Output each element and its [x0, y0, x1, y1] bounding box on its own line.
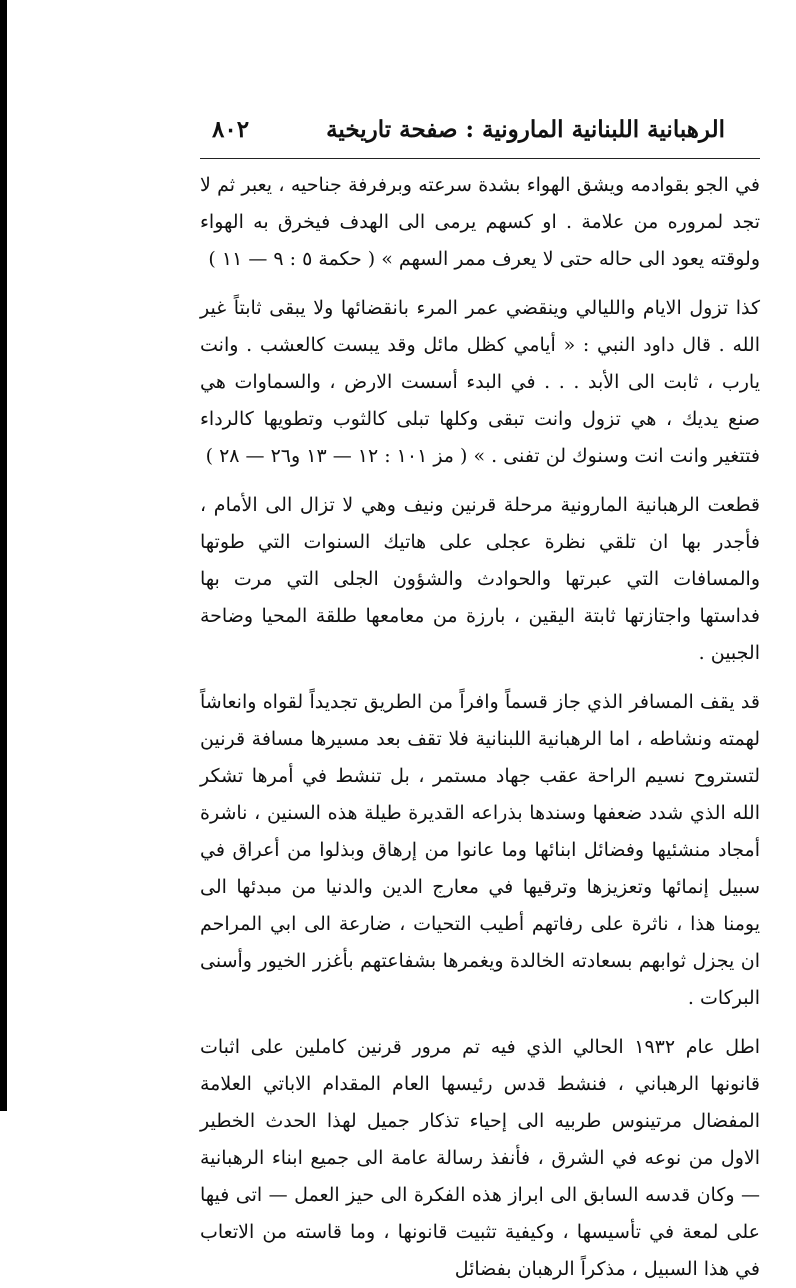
paragraph-text: اطل عام ١٩٣٢ الحالي الذي فيه تم مرور قرنين كاملين على اثبات قانونها الرهباني ، فنشط قدس رئيسها العام المقدام الاباتي العلامة المفضال مرتينوس طربيه الى إحياء تذكار جميل لهذا الحدث الخطير الاول من نوعه في الشرق ، فأنفذ رسالة عامة الى جميع ابناء الرهبانية — وكان قدسه السابق الى ابراز هذه الفكرة الى حيز العمل — اتى فيها على لمعة في تأسيسها ، وكيفية تثبيت قانونها ، وما قاسته من الاتعاب في هذا السبيل ، مذكراً الرهبان بفضائل: [200, 1036, 760, 1280]
paragraph-3: [200, 487, 760, 672]
page-number: ٨٠٢: [212, 116, 250, 143]
paragraph-text: قطعت الرهبانية المارونية مرحلة قرنين ونيف وهي لا تزال الى الأمام ، فأجدر بها ان تلقي نظرة عجلى على هاتيك السنوات التي طوتها والمسافات التي عبرتها والحوادث والشؤون الجلى التي مرت بها فداستها واجتازتها ثابتة اليقين ، بارزة من معامعها طلقة المحيا وضاحة الجبين .: [200, 494, 760, 664]
document-page: [200, 108, 760, 1280]
paragraph-text: كذا تزول الايام والليالي وينقضي عمر المرء بانقضائها ولا يبقى ثابتاً غير الله . قال داود النبي : « أيامي كظل مائل وقد يبست كالعشب . وانت يارب ، ثابت الى الأبد . . . في البدء أسست الارض ، والسماوات هي صنع يديك ، هي تزول وانت تبقى وكلها تبلى كالثوب وتطويها كالرداء فتتغير وانت انت وسنوك لن تفنى . » ( مز ١٠١ : ١٢ — ١٣ و٢٦ — ٢٨ ): [200, 297, 760, 467]
paragraph-5: [200, 1029, 760, 1288]
paragraph-2: [200, 290, 760, 475]
paragraph-text: قد يقف المسافر الذي جاز قسماً وافراً من الطريق تجديداً لقواه وانعاشاً لهمته ونشاطه ، اما الرهبانية اللبنانية فلا تقف بعد مسيرها مسافة قرنين لتستروح نسيم الراحة عقب جهاد مستمر ، بل تنشط في أمرها تشكر الله الذي شدد ضعفها وسندها بذراعه القديرة طيلة هذه السنين ، ناشرة أمجاد منشئيها وفضائل ابنائها وما عانوا من إرهاق وبذلوا من أعراق في سبيل إنمائها وتعزيزها وترقيها في معارج الدين والدنيا من مبدئها الى يومنا هذا ، ناثرة على رفاتهم أطيب التحيات ، ضارعة الى ابي المراحم ان يجزل ثوابهم بسعادته الخالدة ويغمرها بشفاعتهم بأغزر الخيور وأسنى البركات .: [200, 691, 760, 1009]
paragraph-1: [200, 167, 760, 278]
paragraph-text: في الجو بقوادمه ويشق الهواء بشدة سرعته وبرفرفة جناحيه ، يعبر ثم لا تجد لمروره من علامة . او كسهم يرمى الى الهدف فيخرق به الهواء ولوقته يعود الى حاله حتى لا يعرف ممر السهم » ( حكمة ٥ : ٩ — ١١ ): [200, 174, 760, 270]
page-header: [200, 108, 760, 159]
page-edge-border: [0, 0, 7, 1111]
running-title: الرهبانية اللبنانية المارونية : صفحة تاريخية: [326, 116, 725, 143]
paragraph-4: [200, 684, 760, 1017]
